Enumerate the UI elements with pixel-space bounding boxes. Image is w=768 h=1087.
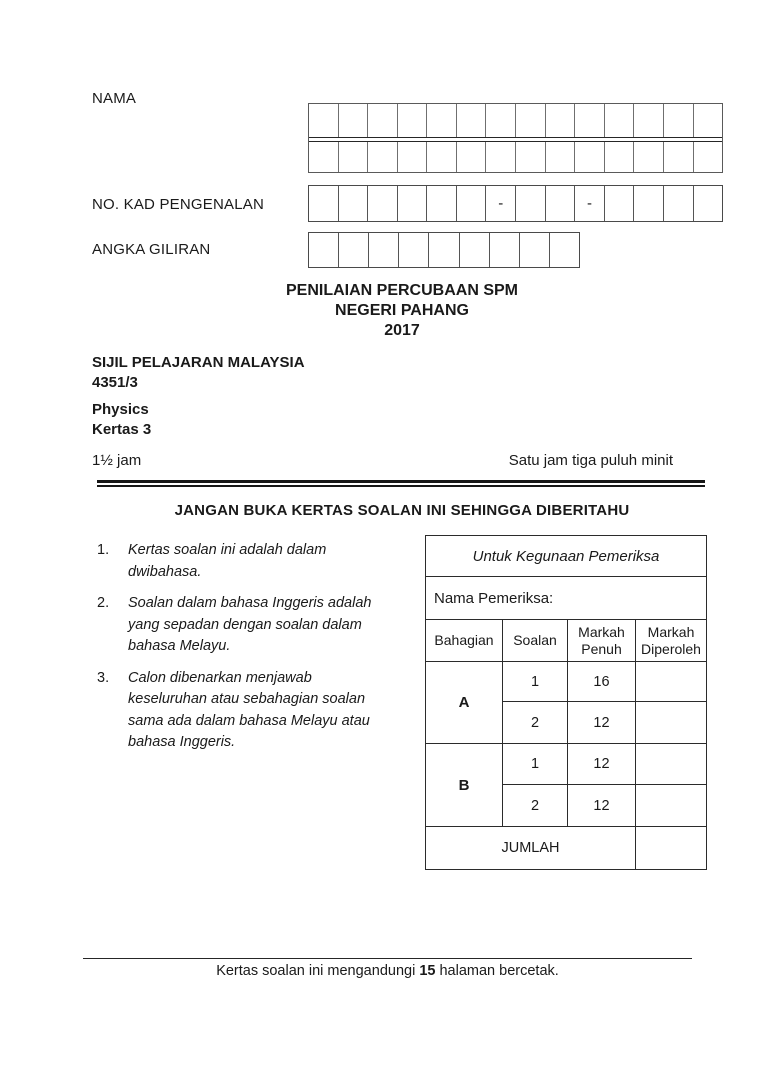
ic-number-label: NO. KAD PENGENALAN xyxy=(92,196,264,213)
section-b-label: B xyxy=(426,744,503,827)
soalan-cell: 2 xyxy=(503,785,568,827)
footer-rule xyxy=(83,958,692,959)
markah-diperoleh-cell xyxy=(636,785,707,827)
char-box xyxy=(339,142,369,172)
markah-penuh-cell: 12 xyxy=(568,785,636,827)
name-grid xyxy=(308,103,723,173)
instruction-number: 1. xyxy=(97,542,110,558)
markah-diperoleh-cell xyxy=(636,744,707,785)
char-box xyxy=(309,186,339,221)
instruction-text: Calon dibenarkan menjawab keseluruhan atau sebahagian soalan sama ada dalam bahasa Melayu atau bahasa Inggeris. xyxy=(128,669,370,750)
exam-title-line3: 2017 xyxy=(384,322,420,339)
char-box xyxy=(516,142,546,172)
name-field-label: NAMA xyxy=(92,90,137,107)
char-box xyxy=(694,186,723,221)
char-box xyxy=(550,233,579,267)
exam-title-line1: PENILAIAN PERCUBAAN SPM xyxy=(285,282,518,299)
subject-name: Physics xyxy=(92,401,149,418)
examiner-table-title: Untuk Kegunaan Pemeriksa xyxy=(426,536,707,577)
char-box xyxy=(427,142,457,172)
char-box xyxy=(605,186,635,221)
exam-title-line2: NEGERI PAHANG xyxy=(335,302,469,319)
soalan-cell: 1 xyxy=(503,662,568,702)
soalan-cell: 2 xyxy=(503,702,568,744)
char-box xyxy=(339,186,369,221)
char-box xyxy=(634,186,664,221)
char-box xyxy=(309,104,339,137)
subject-block xyxy=(92,400,151,440)
dash-box: - xyxy=(575,186,605,221)
soalan-cell: 1 xyxy=(503,744,568,785)
char-box xyxy=(309,233,339,267)
char-box xyxy=(427,186,457,221)
char-box xyxy=(339,233,369,267)
char-box xyxy=(516,104,546,137)
char-box xyxy=(339,104,369,137)
dash-box: - xyxy=(486,186,516,221)
warning-heading: JANGAN BUKA KERTAS SOALAN INI SEHINGGA DIBERITAHU xyxy=(174,502,630,519)
char-box xyxy=(368,142,398,172)
char-box xyxy=(634,104,664,137)
double-rule xyxy=(97,480,705,487)
char-box xyxy=(457,186,487,221)
char-box xyxy=(575,142,605,172)
char-box xyxy=(427,104,457,137)
instruction-text: Soalan dalam bahasa Inggeris adalah yang sepadan dengan soalan dalam bahasa Melayu. xyxy=(128,595,372,654)
instruction-number: 2. xyxy=(97,595,110,611)
examiner-table xyxy=(425,535,707,870)
char-box xyxy=(605,142,635,172)
markah-diperoleh-cell xyxy=(636,702,707,744)
char-box xyxy=(368,186,398,221)
char-box xyxy=(368,104,398,137)
paper-number: Kertas 3 xyxy=(92,421,152,438)
char-box xyxy=(575,104,605,137)
char-box xyxy=(605,104,635,137)
char-box xyxy=(460,233,490,267)
markah-penuh-cell: 12 xyxy=(568,744,636,785)
duration-short: 1½ jam xyxy=(92,452,142,469)
char-box xyxy=(546,186,576,221)
markah-penuh-cell: 12 xyxy=(568,702,636,744)
ic-number-grid xyxy=(308,185,723,222)
char-box xyxy=(398,104,428,137)
jumlah-value-cell xyxy=(636,827,707,870)
exam-index-label: ANGKA GILIRAN xyxy=(92,241,211,258)
name-grid-row-top xyxy=(309,104,722,137)
char-box xyxy=(490,233,520,267)
instruction-item xyxy=(97,540,407,583)
char-box xyxy=(694,104,723,137)
duration-row xyxy=(92,452,673,469)
instruction-number: 3. xyxy=(97,669,110,686)
char-box xyxy=(664,186,694,221)
char-box xyxy=(664,104,694,137)
column-header-markah-penuh: Markah Penuh xyxy=(568,620,636,662)
instruction-list xyxy=(97,540,407,764)
jumlah-label: JUMLAH xyxy=(426,827,636,870)
instruction-item xyxy=(97,593,407,658)
footer-prefix: Kertas soalan ini mengandungi xyxy=(216,963,420,979)
char-box xyxy=(520,233,550,267)
footer-suffix: halaman bercetak. xyxy=(435,963,559,979)
char-box xyxy=(309,142,339,172)
markah-penuh-cell: 16 xyxy=(568,662,636,702)
name-grid-row-bottom xyxy=(309,142,722,172)
exam-title xyxy=(98,281,706,341)
char-box xyxy=(457,142,487,172)
char-box xyxy=(399,233,429,267)
char-box xyxy=(634,142,664,172)
column-header-soalan: Soalan xyxy=(503,620,568,662)
paper-code: 4351/3 xyxy=(92,374,138,391)
instruction-item xyxy=(97,668,407,754)
char-box xyxy=(546,142,576,172)
certificate-block xyxy=(92,353,305,393)
section-a-label: A xyxy=(426,662,503,744)
char-box xyxy=(398,142,428,172)
column-header-markah-diperoleh: Markah Diperoleh xyxy=(636,620,707,662)
char-box xyxy=(694,142,723,172)
char-box xyxy=(429,233,459,267)
char-box xyxy=(369,233,399,267)
char-box xyxy=(664,142,694,172)
char-box xyxy=(546,104,576,137)
page-count: 15 xyxy=(419,963,436,979)
duration-long: Satu jam tiga puluh minit xyxy=(508,452,673,469)
instruction-text: Kertas soalan ini adalah dalam dwibahasa. xyxy=(128,542,327,580)
char-box xyxy=(516,186,546,221)
column-header-bahagian: Bahagian xyxy=(426,620,503,662)
footer-text xyxy=(83,963,692,979)
certificate-name: SIJIL PELAJARAN MALAYSIA xyxy=(92,354,305,371)
examiner-name-label: Nama Pemeriksa: xyxy=(426,577,707,620)
char-box xyxy=(398,186,428,221)
exam-index-grid xyxy=(308,232,580,268)
char-box xyxy=(486,104,516,137)
char-box xyxy=(457,104,487,137)
markah-diperoleh-cell xyxy=(636,662,707,702)
char-box xyxy=(486,142,516,172)
